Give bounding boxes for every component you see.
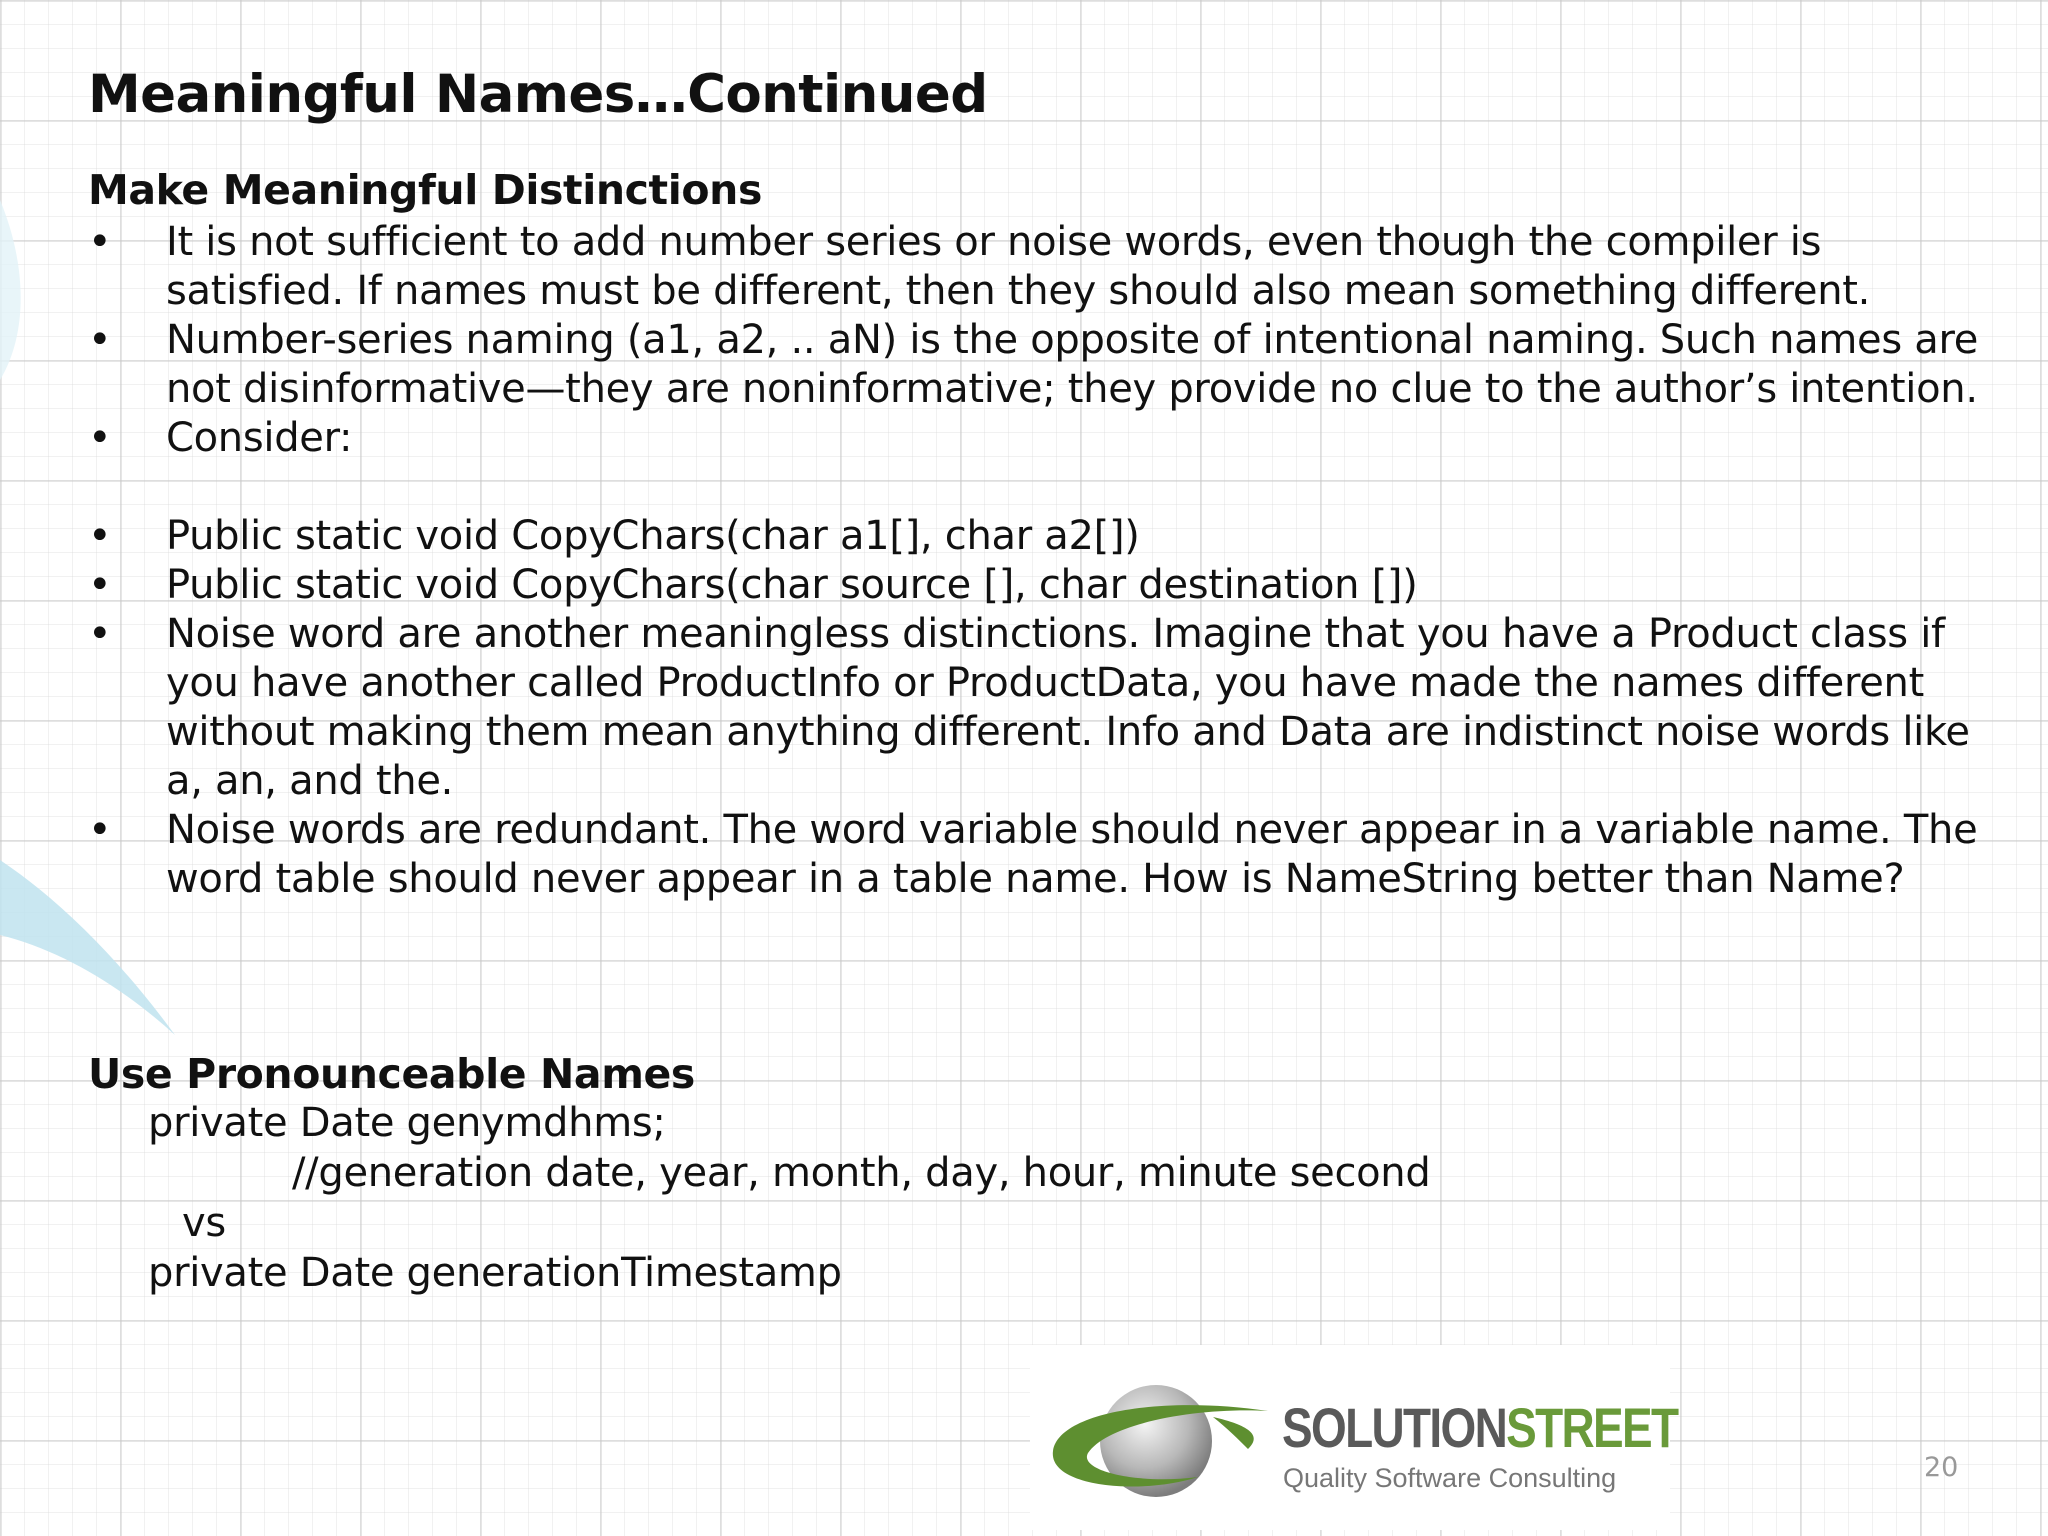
- code-comment: //generation date, year, month, day, hour, minute second: [292, 1150, 1431, 1196]
- logo-tagline: Quality Software Consulting: [1283, 1463, 1617, 1493]
- list-item: [88, 512, 2008, 561]
- slide-title: Meaningful Names…Continued: [88, 64, 988, 125]
- section-heading-distinctions: Make Meaningful Distinctions: [88, 166, 762, 214]
- list-item: [88, 806, 2008, 904]
- bullet-list: [88, 218, 2008, 904]
- bullet-symbol: •: [88, 562, 112, 608]
- bullet-text: It is not sufficient to add number series or noise words, even though the compiler is satisfied. If names must be different, then they should also mean something different.: [166, 219, 1871, 314]
- list-item: [88, 316, 2008, 414]
- bullet-text: Noise words are redundant. The word variable should never appear in a variable name. The word table should never appear in a table name. How is NameString better than Name?: [166, 807, 1978, 902]
- list-item: [88, 218, 2008, 316]
- bullet-text: Public static void CopyChars(char a1[], char a2[]): [166, 513, 1140, 559]
- bullet-symbol: •: [88, 317, 112, 363]
- bullet-text: Noise word are another meaningless distinctions. Imagine that you have a Product class if you have another called ProductInfo or ProductData, you have made the names different without making them mean anything different. Info and Data are indistinct noise words like a, an, and the.: [166, 611, 1970, 804]
- code-line-generation-timestamp: private Date generationTimestamp: [148, 1250, 842, 1296]
- list-item: [88, 561, 2008, 610]
- company-logo: [1030, 1345, 1678, 1530]
- bullet-symbol: •: [88, 219, 112, 265]
- logo-wordmark: [1282, 1395, 1677, 1460]
- bullet-symbol: •: [88, 415, 112, 461]
- bullet-text: Consider:: [166, 415, 353, 461]
- page-number: 20: [1924, 1452, 1959, 1483]
- list-item: [88, 610, 2008, 806]
- logo-wordmark-street: STREET: [1506, 1396, 1678, 1459]
- section-heading-pronounceable: Use Pronounceable Names: [88, 1050, 695, 1098]
- bullet-symbol: •: [88, 807, 112, 853]
- code-line-genymdhms: private Date genymdhms;: [148, 1100, 666, 1146]
- bullet-symbol: •: [88, 513, 112, 559]
- bullet-symbol: •: [88, 611, 112, 657]
- code-vs: vs: [182, 1200, 226, 1246]
- logo-wordmark-solution: SOLUTION: [1282, 1396, 1507, 1459]
- spacer: [88, 463, 2008, 512]
- list-item: [88, 414, 2008, 463]
- bullet-text: Number-series naming (a1, a2, .. aN) is the opposite of intentional naming. Such names are not disinformative—they are noninformative; they provide no clue to the author’s intention.: [166, 317, 1979, 412]
- bullet-text: Public static void CopyChars(char source [], char destination []): [166, 562, 1418, 608]
- globe-swoosh-icon: [1048, 1373, 1278, 1503]
